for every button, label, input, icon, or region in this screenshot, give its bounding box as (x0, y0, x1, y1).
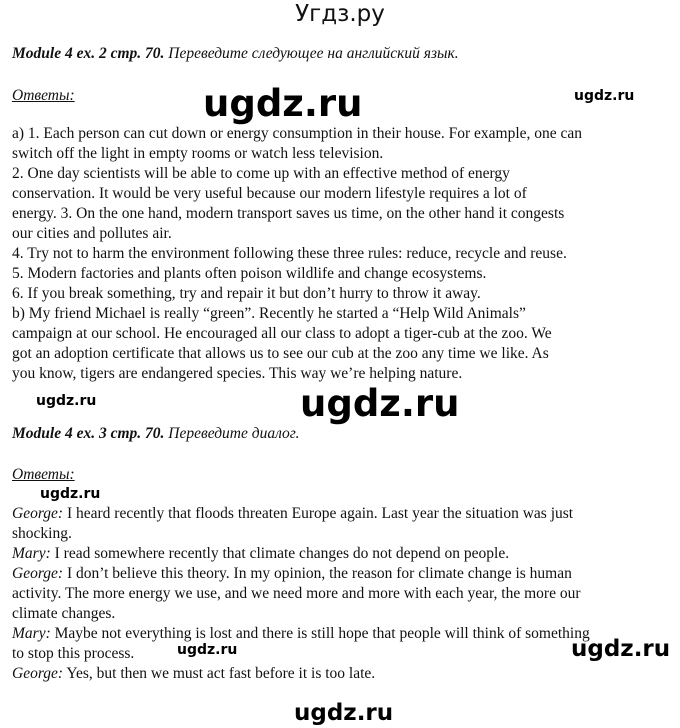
watermark: ugdz.ru (300, 382, 460, 425)
speaker: Mary: (12, 625, 51, 642)
utterance: shocking. (12, 525, 72, 542)
speaker: George: (12, 505, 64, 522)
ex2-line: 6. If you break something, try and repair it but don’t hurry to throw it away. (12, 285, 481, 302)
ex2-line: got an adoption certificate that allows us to see our cub at the zoo any time we like. As (12, 345, 549, 362)
ex2-line: a) 1. Each person can cut down or energy consumption in their house. For example, one can (12, 125, 583, 142)
dialog-line (12, 504, 573, 524)
utterance: climate changes. (12, 605, 116, 622)
ex3-heading-instruction: Переведите диалог. (168, 425, 300, 442)
watermark: ugdz.ru (40, 486, 101, 502)
dialog-line (12, 664, 375, 684)
speaker: George: (12, 565, 64, 582)
ex2-line: campaign at our school. He encouraged all our class to adopt a tiger-cub at the zoo. We (12, 325, 552, 342)
ex3-heading (12, 424, 300, 444)
ex2-line: b) My friend Michael is really “green”. Recently he started a “Help Wild Animals” (12, 305, 526, 322)
ex2-heading (12, 44, 459, 64)
ex3-heading-module: Module 4 ex. 3 стр. 70. (12, 425, 165, 442)
ex2-line: 5. Modern factories and plants often poison wildlife and change ecosystems. (12, 265, 487, 282)
speaker: Mary: (12, 545, 51, 562)
utterance: Yes, but then we must act fast before it is too late. (63, 665, 376, 682)
utterance: I don’t believe this theory. In my opinion, the reason for climate change is human (63, 565, 572, 582)
utterance: to stop this process. (12, 645, 135, 662)
watermark: ugdz.ru (203, 82, 363, 125)
dialog-line (12, 644, 134, 664)
ex2-heading-instruction: Переведите следующее на английский язык. (168, 45, 459, 62)
dialog-line (12, 524, 72, 544)
watermark: ugdz.ru (177, 642, 238, 658)
dialog-line (12, 584, 581, 604)
dialog-line (12, 564, 572, 584)
watermark: ugdz.ru (574, 88, 635, 104)
speaker: George: (12, 665, 64, 682)
watermark: ugdz.ru (294, 700, 394, 726)
watermark: ugdz.ru (571, 636, 671, 662)
ex2-line: energy. 3. On the one hand, modern transport saves us time, on the other hand it congests (12, 205, 565, 222)
utterance: I read somewhere recently that climate changes do not depend on people. (50, 545, 510, 562)
watermark: ugdz.ru (36, 393, 97, 409)
ex2-line: 2. One day scientists will be able to come up with an effective method of energy (12, 165, 510, 182)
ex2-line: conservation. It would be very useful because our modern lifestyle requires a lot of (12, 185, 527, 202)
ex2-line: you know, tigers are endangered species. This way we’re helping nature. (12, 365, 463, 382)
ex2-line: our cities and pollutes air. (12, 225, 172, 242)
utterance: I heard recently that floods threaten Europe again. Last year the situation was just (63, 505, 574, 522)
utterance: Maybe not everything is lost and there is still hope that people will think of something (50, 625, 590, 642)
dialog-line (12, 624, 590, 644)
ex2-answers-label: Ответы: (12, 87, 75, 104)
dialog-line (12, 544, 509, 564)
utterance: activity. The more energy we use, and we need more and more with each year, the more our (12, 585, 581, 602)
ex2-heading-module: Module 4 ex. 2 стр. 70. (12, 45, 165, 62)
dialog-line (12, 604, 115, 624)
ex2-line: switch off the light in empty rooms or watch less television. (12, 145, 384, 162)
ex3-answers-label: Ответы: (12, 466, 75, 483)
ex2-line: 4. Try not to harm the environment following these three rules: reduce, recycle and reuse. (12, 245, 567, 262)
site-title: Угдз.ру (295, 1, 385, 27)
